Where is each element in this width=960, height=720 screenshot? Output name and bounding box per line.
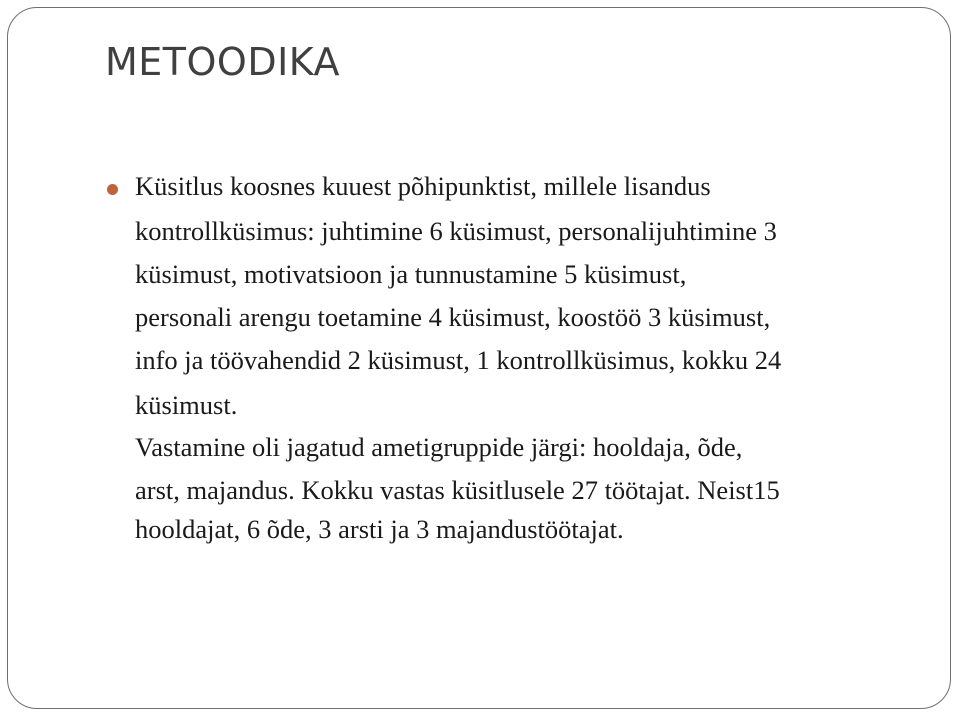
paragraph-line: hooldajat, 6 õde, 3 arsti ja 3 majandustöötajat. — [135, 514, 624, 544]
bullet-line: Küsitlus koosnes kuuest põhipunktist, millele lisandus — [135, 171, 711, 201]
bullet-line: küsimust, motivatsioon ja tunnustamine 5 küsimust, — [135, 259, 687, 289]
paragraph-line: arst, majandus. Kokku vastas küsitlusele 27 töötajat. Neist15 — [135, 475, 780, 505]
paragraph-line: Vastamine oli jagatud ametigruppide järgi: hooldaja, õde, — [135, 432, 743, 462]
bullet-icon — [107, 184, 118, 195]
bullet-line: info ja töövahendid 2 küsimust, 1 kontrollküsimus, kokku 24 — [135, 345, 782, 375]
bullet-line: kontrollküsimus: juhtimine 6 küsimust, personalijuhtimine 3 — [135, 216, 777, 246]
bullet-line: personali arengu toetamine 4 küsimust, koostöö 3 küsimust, — [135, 302, 771, 332]
bullet-line: küsimust. — [135, 390, 238, 420]
slide-title: METOODIKA — [105, 40, 341, 84]
